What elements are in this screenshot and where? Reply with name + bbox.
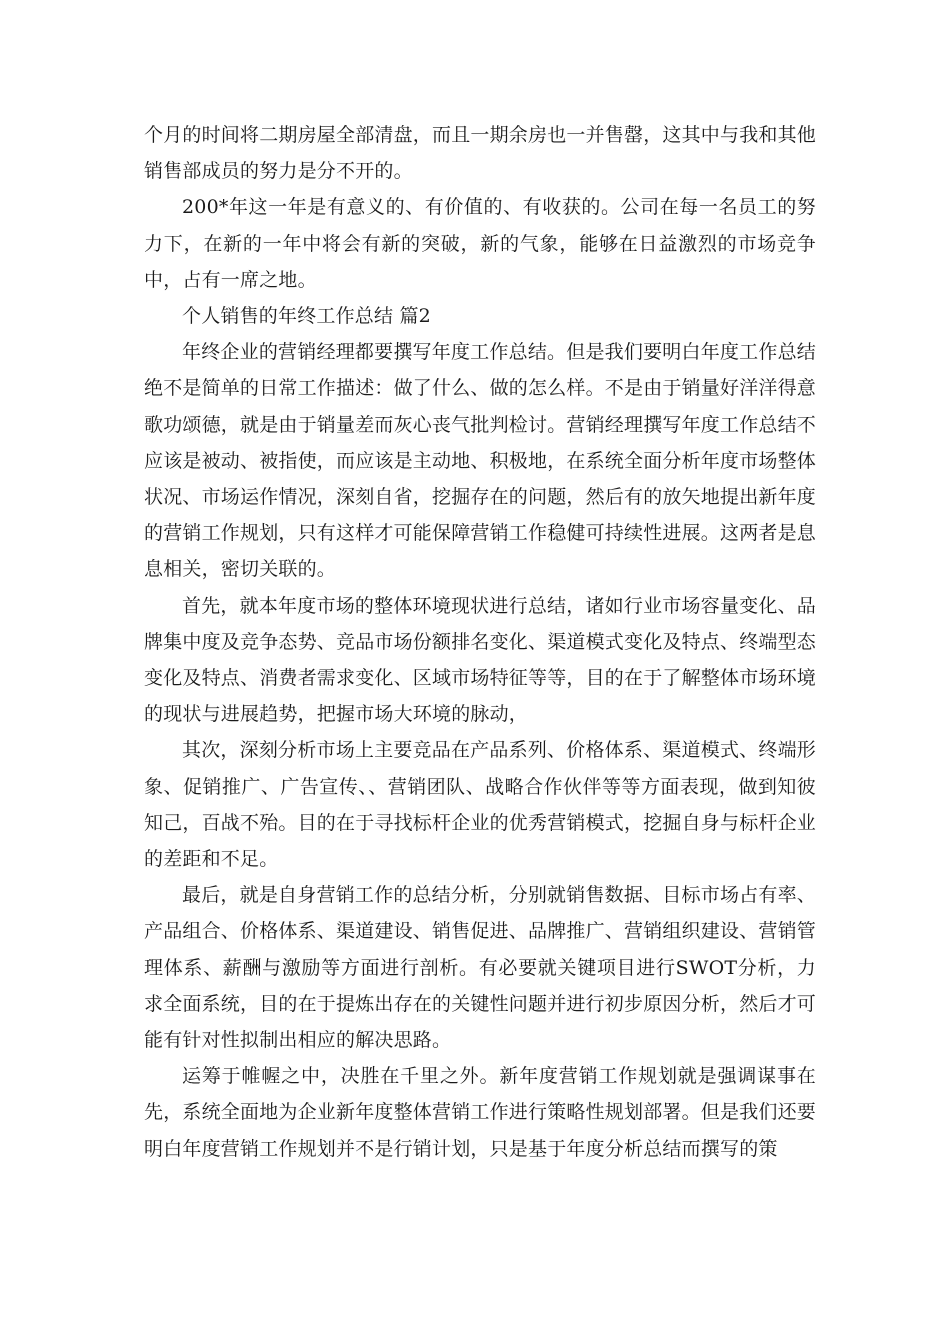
paragraph: 首先，就本年度市场的整体环境现状进行总结，诸如行业市场容量变化、品牌集中度及竞争态势、竞品市场份额排名变化、渠道模式变化及特点、终端型态变化及特点、消费者需求变化、区域市场特征等等，目的在于了解整体市场环境的现状与进展趋势，把握市场大环境的脉动，: [144, 594, 817, 726]
paragraph-continuation: 个月的时间将二期房屋全部清盘，而且一期余房也一并售罄，这其中与我和其他销售部成员的努力是分不开的。: [144, 124, 817, 183]
paragraph: 200*年这一年是有意义的、有价值的、有收获的。公司在每一名员工的努力下，在新的一年中将会有新的突破，新的气象，能够在日益激烈的市场竞争中，占有一席之地。: [144, 196, 816, 291]
paragraph: 最后，就是自身营销工作的总结分析，分别就销售数据、目标市场占有率、产品组合、价格体系、渠道建设、销售促进、品牌推广、营销组织建设、营销管理体系、薪酬与激励等方面进行剖析。有必要就关键项目进行SWOT分析，力求全面系统，目的在于提炼出存在的关键性问题并进行初步原因分析，然后才可能有针对性拟制出相应的解决思路。: [144, 884, 817, 1052]
paragraph: 其次，深刻分析市场上主要竞品在产品系列、价格体系、渠道模式、终端形象、促销推广、广告宣传、、营销团队、战略合作伙伴等等方面表现，做到知彼知己，百战不殆。目的在于寻找标杆企业的优秀营销模式，挖掘自身与标杆企业的差距和不足。: [144, 739, 817, 871]
paragraph: 年终企业的营销经理都要撰写年度工作总结。但是我们要明白年度工作总结绝不是简单的日常工作描述：做了什么、做的怎么样。不是由于销量好洋洋得意歌功颂德，就是由于销量差而灰心丧气批判检讨。营销经理撰写年度工作总结不应该是被动、被指使，而应该是主动地、积极地，在系统全面分析年度市场整体状况、市场运作情况，深刻自省，挖掘存在的问题，然后有的放矢地提出新年度的营销工作规划，只有这样才可能保障营销工作稳健可持续性进展。这两者是息息相关，密切关联的。: [144, 341, 817, 581]
paragraph: 运筹于帷幄之中，决胜在千里之外。新年度营销工作规划就是强调谋事在先，系统全面地为企业新年度整体营销工作进行策略性规划部署。但是我们还要明白年度营销工作规划并不是行销计划，只是基于年度分析总结而撰写的策: [144, 1065, 817, 1160]
document-body: [144, 117, 816, 1167]
section-heading: 个人销售的年终工作总结 篇2: [182, 305, 431, 328]
